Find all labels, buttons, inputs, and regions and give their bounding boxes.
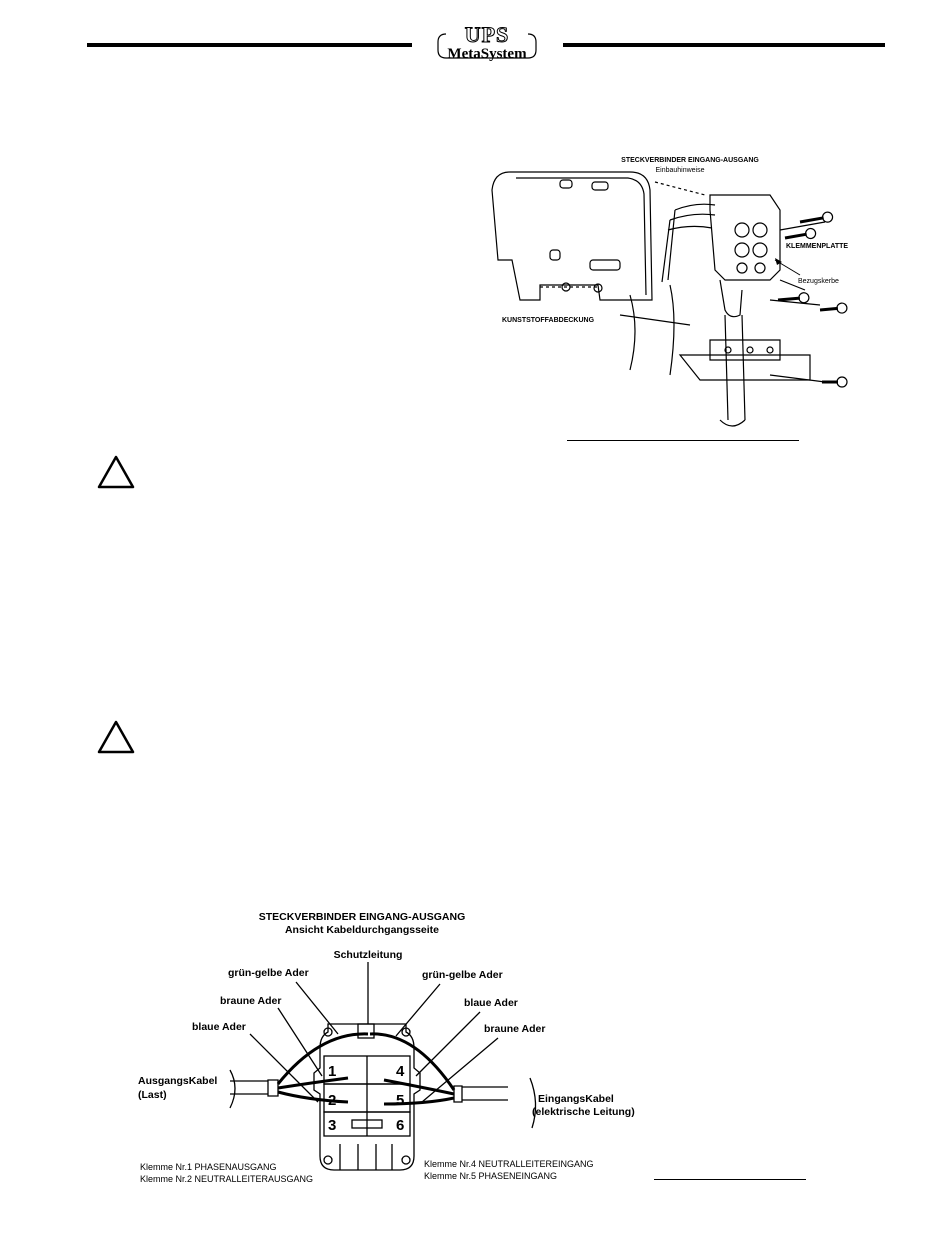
ups-metasystem-logo <box>432 22 542 66</box>
fig1-caption-line <box>567 440 799 441</box>
klemme-2-text: Klemme Nr.2 NEUTRALLEITERAUSGANG <box>140 1174 314 1184</box>
terminal-1: 1 <box>328 1063 337 1080</box>
fig2-title-line1: STECKVERBINDER EINGANG-AUSGANG <box>258 911 466 923</box>
terminal-4: 4 <box>396 1063 405 1080</box>
label-blaue-left: blaue Ader <box>192 1021 246 1033</box>
label-ausgangskabel: AusgangsKabel <box>138 1075 218 1087</box>
label-eingangskabel: EingangsKabel <box>538 1093 614 1105</box>
label-braune-right: braune Ader <box>484 1023 546 1035</box>
label-kunststoffabdeckung: KUNSTSTOFFABDECKUNG <box>502 317 595 324</box>
label-klemmenplatte: KLEMMENPLATTE <box>786 243 849 250</box>
figure-connector-mounting <box>480 150 860 430</box>
figure-cable-side-view <box>130 908 650 1188</box>
fig1-title-line2: Einbauhinweise <box>655 167 705 174</box>
fig1-title-line1: STECKVERBINDER EINGANG-AUSGANG <box>621 157 759 164</box>
plastic-cover-drawing <box>492 172 652 300</box>
logo-ups: UPS <box>464 22 510 47</box>
fig2-caption-line <box>654 1179 806 1180</box>
fig2-title-line2: Ansicht Kabeldurchgangsseite <box>284 924 440 936</box>
header-rule-left <box>87 43 412 47</box>
klemme-5-text: Klemme Nr.5 PHASENEINGANG <box>424 1171 558 1181</box>
cable-wires-drawing <box>230 962 536 1128</box>
label-gruen-gelbe-right: grün-gelbe Ader <box>422 969 503 981</box>
warning-triangle-icon <box>96 719 136 755</box>
terminal-2: 2 <box>328 1092 337 1109</box>
label-braune-left: braune Ader <box>220 995 282 1007</box>
label-elektrische-leitung: (elektrische Leitung) <box>532 1106 635 1118</box>
klemme-4-text: Klemme Nr.4 NEUTRALLEITEREINGANG <box>424 1159 594 1169</box>
header-rule-right <box>563 43 885 47</box>
terminal-3: 3 <box>328 1117 337 1134</box>
label-blaue-right: blaue Ader <box>464 997 518 1009</box>
label-gruen-gelbe-left: grün-gelbe Ader <box>228 967 309 979</box>
label-bezugskerbe: Bezugskerbe <box>798 278 839 285</box>
screws-drawing <box>778 211 848 387</box>
label-schutzleitung: Schutzleitung <box>333 949 403 961</box>
terminal-5: 5 <box>396 1092 405 1109</box>
warning-triangle-icon <box>96 454 136 490</box>
klemme-1-text: Klemme Nr.1 PHASENAUSGANG <box>140 1162 277 1172</box>
label-last: (Last) <box>138 1089 167 1101</box>
logo-metasystem: MetaSystem <box>447 46 527 62</box>
terminal-6: 6 <box>396 1117 405 1134</box>
